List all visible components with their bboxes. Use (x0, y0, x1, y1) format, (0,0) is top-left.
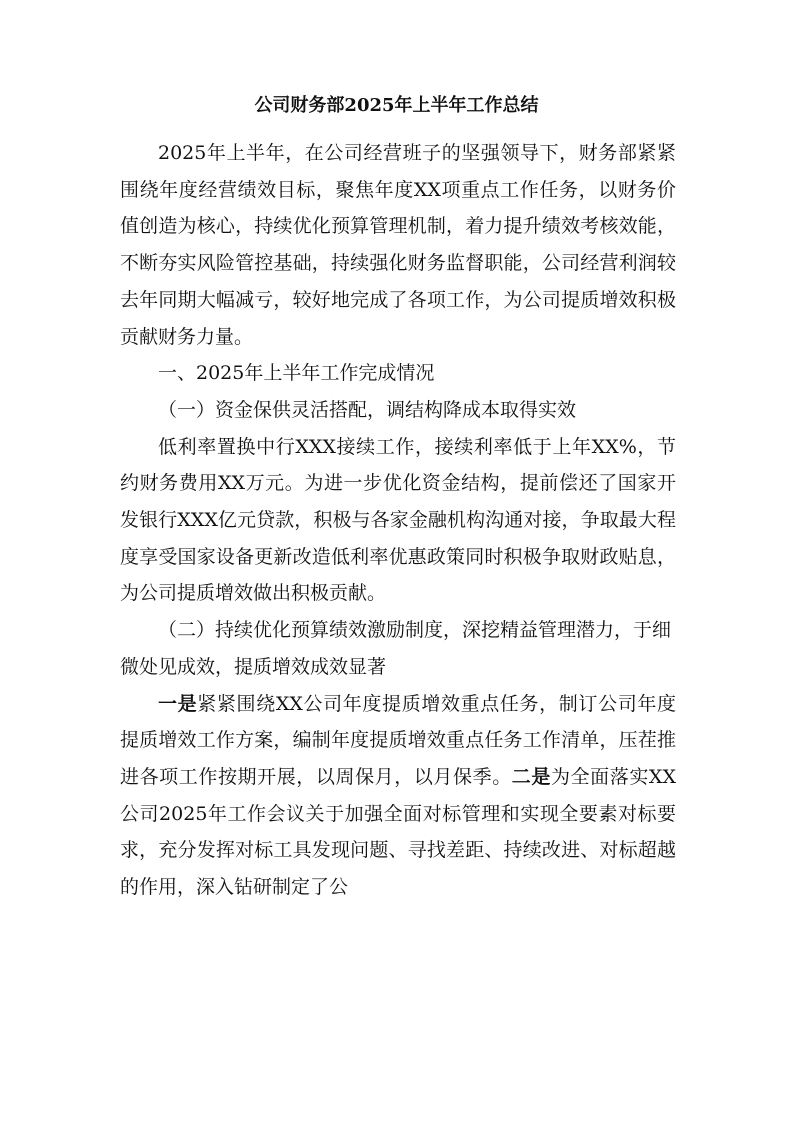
subsection-heading-2: （二）持续优化预算绩效激励制度，深挖精益管理潜力，于细微处见成效，提质增效成效显著 (120, 619, 672, 678)
point-2-text: 为全面落实XX公司2025年工作会议关于加强全面对标管理和实现全要素对标要求，充分发挥对标工具发现问题、寻找差距、持续改进、对标超越的作用，深入钻研制定了公 (120, 765, 676, 899)
section-heading-1: 一、2025年上半年工作完成情况 (158, 362, 435, 385)
point-1-label: 一是 (158, 692, 198, 715)
points-paragraph (120, 686, 676, 906)
point-1-text: 紧紧围绕XX公司年度提质增效重点任务，制订公司年度提质增效工作方案，编制年度提质增效重点任务工作清单，压茬推进各项工作按期开展，以周保月，以月保季。 (120, 692, 676, 788)
subsection-heading-1: （一）资金保供灵活搭配，调结构降成本取得实效 (158, 398, 577, 421)
subsection-1-paragraph: 低利率置换中行XXX接续工作，接续利率低于上年XX%，节约财务费用XX万元。为进一步优化资金结构，提前偿还了国家开发银行XXX亿元贷款，积极与各家金融机构沟通对接，争取最大程度享受国家设备更新改造低利率优惠政策同时积极争取财政贴息，为公司提质增效做出积极贡献。 (120, 435, 676, 605)
document-title: 公司财务部2025年上半年工作总结 (254, 95, 539, 116)
document-body (120, 135, 676, 906)
point-2-label: 二是 (511, 765, 551, 788)
intro-paragraph: 2025年上半年，在公司经营班子的坚强领导下，财务部紧紧围绕年度经营绩效目标，聚焦年度XX项重点工作任务，以财务价值创造为核心，持续优化预算管理机制，着力提升绩效考核效能，不断夯实风险管控基础，持续强化财务监督职能，公司经营利润较去年同期大幅减亏，较好地完成了各项工作，为公司提质增效积极贡献财务力量。 (120, 142, 676, 348)
